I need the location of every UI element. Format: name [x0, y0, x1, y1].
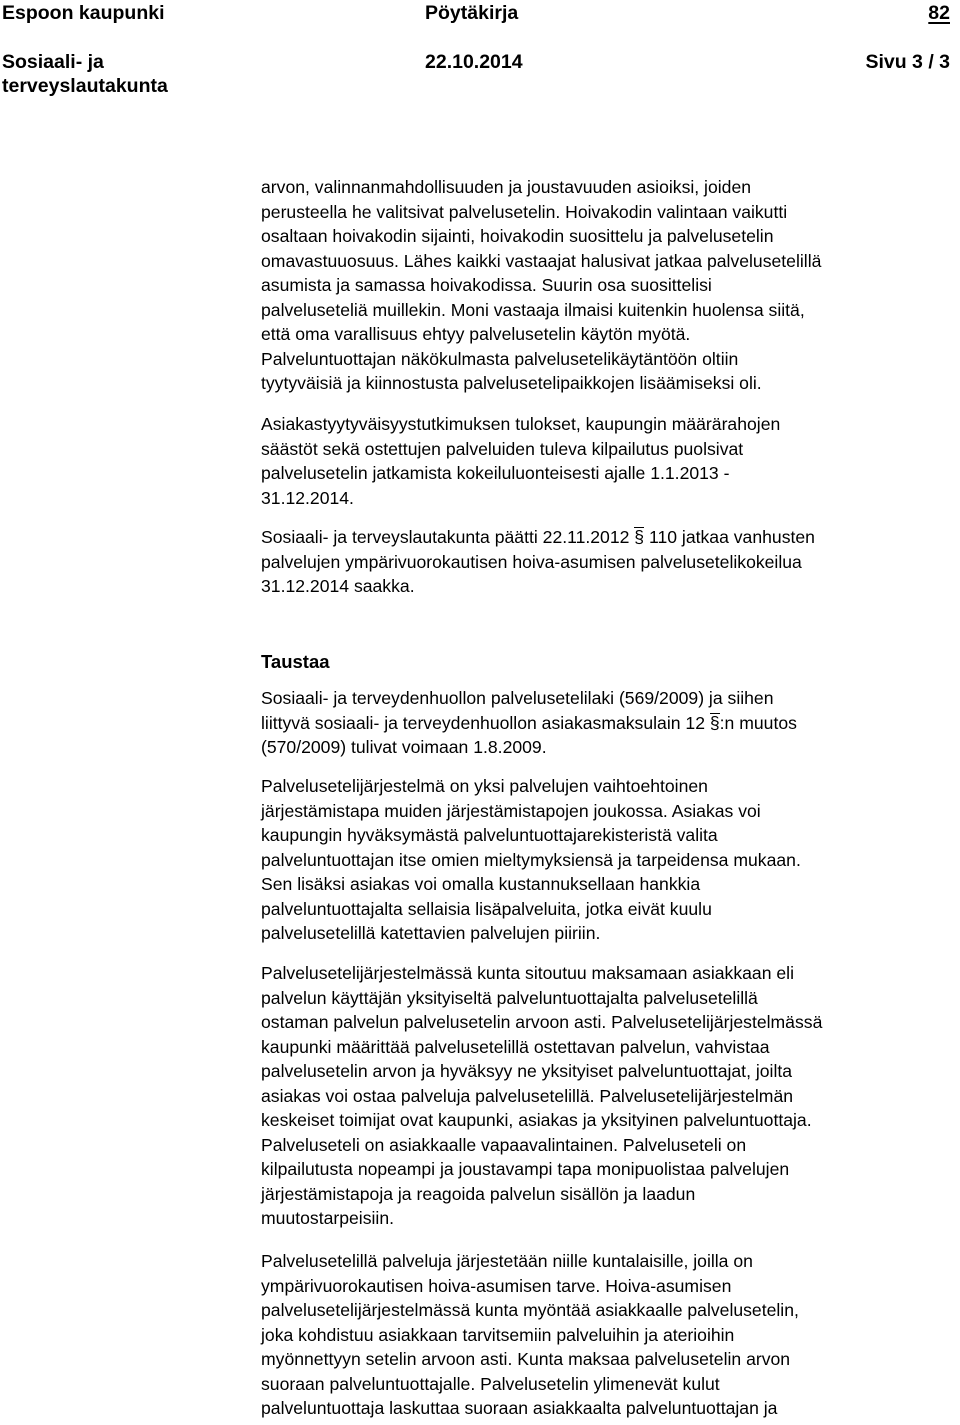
section-sign-glyph: § [634, 527, 645, 547]
text-line: Sen lisäksi asiakas voi omalla kustannuksellaan hankkia [261, 874, 701, 894]
section-heading-taustaa: Taustaa [261, 651, 330, 672]
section-sign-glyph: § [709, 712, 720, 733]
text-line: omavastuuosuus. Lähes kaikki vastaajat halusivat jatkaa palvelusetelillä [261, 250, 822, 271]
text-line: myönnettyyn setelin arvoon asti. Kunta maksaa palvelusetelin arvon [261, 1349, 791, 1369]
text-line: Palvelusetelijärjestelmä on yksi palvelujen vaihtoehtoinen [261, 776, 708, 796]
text-line: muutostarpeisiin. [261, 1208, 394, 1228]
section-sign [710, 711, 720, 736]
text-line: Palvelusetelillä palveluja järjestetään niille kuntalaisille, joilla on [261, 1251, 753, 1271]
text-line: palvelujen ympärivuorokautisen hoiva-asumisen palvelusetelikokeilua [261, 551, 802, 572]
text-line: Asiakastyytyväisyystutkimuksen tulokset, kaupungin määrärahojen [261, 414, 781, 434]
text-line: tyytyväisiä ja kiinnostusta palvelusetelipaikkojen lisäämiseksi oli. [261, 373, 762, 393]
text-line: 31.12.2014 saakka. [261, 576, 415, 596]
text-line: osaltaan hoivakodin sijainti, hoivakodin suosittelu ja palvelusetelin [261, 226, 774, 246]
text-line: suoraan palveluntuottajalle. Palvelusetelin ylimenevät kulut [261, 1373, 720, 1394]
paragraph-legislation [261, 686, 959, 760]
text-line [261, 711, 959, 736]
text-line: joka kohdistuu asiakkaan tarvitsemiin palveluihin ja aterioihin [261, 1324, 735, 1345]
text-line: järjestämistapa muiden järjestämistapojen joukossa. Asiakas voi [261, 800, 761, 821]
text-line: keskeiset toimijat ovat kaupunki, asiakas ja yksityinen palveluntuottaja. [261, 1110, 812, 1130]
text-fragment: liittyvä sosiaali- ja terveydenhuollon asiakasmaksulain 12 [261, 712, 710, 733]
text-fragment: Sosiaali- ja terveyslautakunta päätti 22.11.2012 [261, 527, 635, 547]
meeting-date: 22.10.2014 [425, 51, 523, 73]
text-line: palvelusetelin jatkamista kokeiluluonteisesti ajalle 1.1.2013 - [261, 463, 730, 483]
paragraph-board-decision [261, 525, 959, 599]
text-line: Palvelusetelijärjestelmässä kunta sitoutuu maksamaan asiakkaan eli [261, 963, 794, 983]
paragraph-voucher-system [261, 774, 959, 946]
organization-name: Espoon kaupunki [2, 2, 165, 24]
text-line: ostaman palvelun palvelusetelin arvoon asti. Palvelusetelijärjestelmässä [261, 1012, 823, 1032]
text-line: palveluntuottajalta sellaisia lisäpalveluita, jotka eivät kuulu [261, 898, 712, 919]
text-line: palvelusetelijärjestelmässä kunta myöntää asiakkaalle palvelusetelin, [261, 1300, 799, 1320]
text-line: 31.12.2014. [261, 487, 354, 508]
text-line: säästöt sekä ostettujen palveluiden tuleva kilpailutus puolsivat [261, 438, 744, 459]
text-line: kaupunki määrittää palvelusetelillä ostettavan palvelun, vahvistaa [261, 1036, 770, 1057]
text-line: palveluntuottaja laskuttaa suoraan asiakkaalta palveluntuottajan ja [261, 1398, 778, 1418]
paragraph-municipal-commitment [261, 961, 959, 1231]
text-line: kaupungin hyväksymästä palveluntuottajarekisteristä valita [261, 825, 718, 845]
text-line: Palveluseteli on asiakkaalle vapaavalintainen. Palveluseteli on [261, 1134, 747, 1155]
paragraph-care-housing [261, 1249, 959, 1421]
text-line: kilpailutusta nopeampi ja joustavampi tapa monipuolistaa palvelujen [261, 1159, 790, 1179]
text-line: palvelun käyttäjän yksityiseltä palveluntuottajalta palvelusetelillä [261, 987, 758, 1008]
text-fragment: 110 jatkaa vanhusten [644, 527, 815, 547]
text-line: palveluntuottajan itse omien mieltymyksiensä ja tarpeidensa mukaan. [261, 849, 801, 870]
text-line: ympärivuorokautisen hoiva-asumisen tarve. Hoiva-asumisen [261, 1275, 732, 1296]
section-sign [634, 525, 644, 550]
section-number: 82 [928, 2, 950, 24]
text-line: järjestämistapoja ja reagoida palvelun sisällön ja laadun [261, 1183, 696, 1204]
text-line: Sosiaali- ja terveydenhuollon palvelusetelilaki (569/2009) ja siihen [261, 688, 774, 708]
paragraph-survey-results [261, 175, 959, 396]
text-line: (570/2009) tulivat voimaan 1.8.2009. [261, 737, 547, 757]
text-fragment: :n muutos [719, 712, 797, 733]
text-line: palveluseteliä muillekin. Moni vastaaja ilmaisi kuitenkin huolensa siitä, [261, 299, 805, 320]
text-line: että oma varallisuus ehtyy palvelusetelin käytön myötä. [261, 324, 691, 344]
text-line [261, 525, 959, 550]
text-line: Palveluntuottajan näkökulmasta palvelusetelikäytäntöön oltiin [261, 348, 739, 369]
text-line: asumista ja samassa hoivakodissa. Suurin osa suosittelisi [261, 275, 712, 295]
page-indicator: Sivu 3 / 3 [865, 51, 950, 73]
text-line: arvon, valinnanmahdollisuuden ja joustavuuden asioiksi, joiden [261, 177, 752, 197]
text-line: palvelusetelillä katettavien palvelujen piiriin. [261, 923, 601, 943]
department-name: Sosiaali- ja terveyslautakunta [2, 51, 168, 97]
text-line: asiakas voi ostaa palveluja palvelusetelillä. Palvelusetelijärjestelmän [261, 1085, 794, 1106]
document-type: Pöytäkirja [425, 2, 519, 24]
text-line: palvelusetelin arvon ja hyväksyy ne yksityiset palveluntuottajat, joilta [261, 1061, 793, 1081]
text-line: perusteella he valitsivat palvelusetelin. Hoivakodin valintaan vaikutti [261, 201, 788, 222]
paragraph-continuation-grounds [261, 412, 959, 510]
